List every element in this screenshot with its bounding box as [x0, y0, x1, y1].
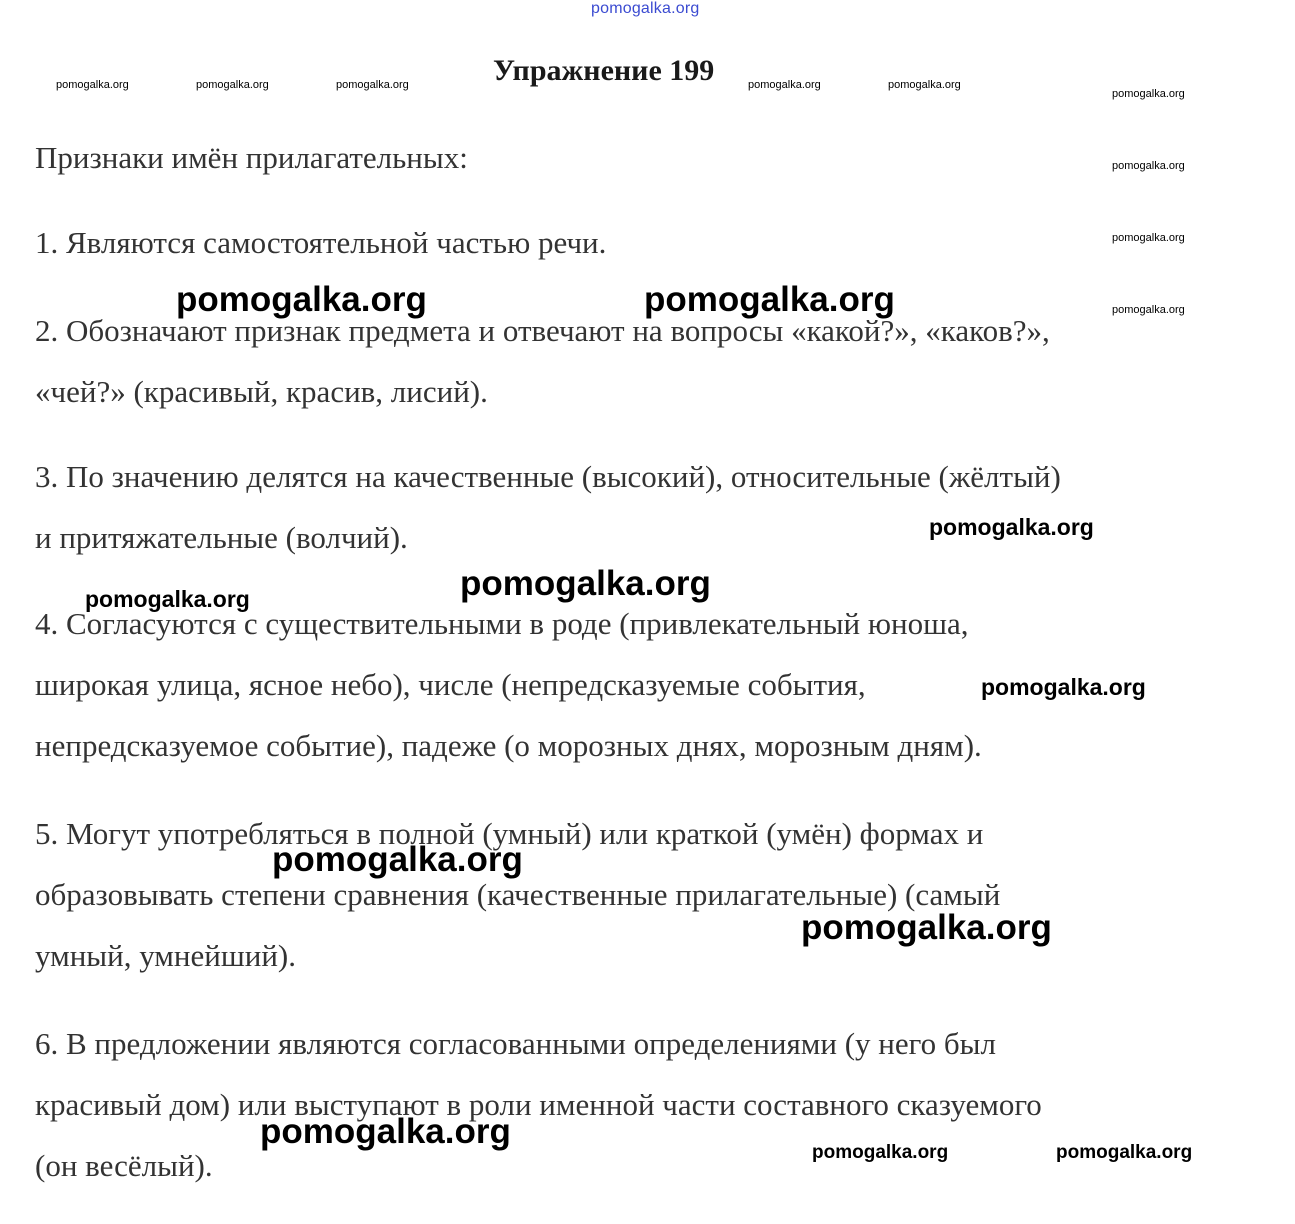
item-5-line-2: образовывать степени сравнения (качественные прилагательные) (самый: [35, 877, 1001, 912]
item-2-line-1: 2. Обозначают признак предмета и отвечают на вопросы «какой?», «каков?»,: [35, 313, 1050, 348]
item-1: [35, 212, 1235, 273]
item-5-line-3: умный, умнейший).: [35, 938, 296, 973]
item-6-line-2: красивый дом) или выступают в роли именной части составного сказуемого: [35, 1087, 1042, 1122]
watermark: pomogalka.org: [336, 79, 409, 91]
watermark: pomogalka.org: [801, 908, 1052, 947]
watermark: pomogalka.org: [748, 79, 821, 91]
watermark: pomogalka.org: [1112, 160, 1185, 172]
watermark: pomogalka.org: [888, 79, 961, 91]
watermark: pomogalka.org: [981, 674, 1146, 700]
item-6-line-1: 6. В предложении являются согласованными определениями (у него был: [35, 1026, 996, 1061]
watermark: pomogalka.org: [1112, 304, 1185, 316]
item-5-line-1: 5. Могут употребляться в полной (умный) или краткой (умён) формах и: [35, 816, 984, 851]
item-4-line-1: 4. Согласуются с существительными в роде (привлекательный юноша,: [35, 606, 969, 641]
watermark: pomogalka.org: [1056, 1142, 1193, 1163]
exercise-title: Упражнение 199: [493, 54, 715, 87]
watermark: pomogalka.org: [460, 564, 711, 603]
item-5: [35, 803, 1235, 986]
watermark: pomogalka.org: [1112, 232, 1185, 244]
watermark: pomogalka.org: [644, 280, 895, 319]
watermark: pomogalka.org: [85, 586, 250, 612]
item-6: [35, 1013, 1235, 1196]
item-4-line-3: непредсказуемое событие), падеже (о морозных днях, морозным дням).: [35, 728, 982, 763]
watermark: pomogalka.org: [56, 79, 129, 91]
intro-text: Признаки имён прилагательных:: [35, 140, 468, 175]
watermark: pomogalka.org: [812, 1142, 949, 1163]
item-6-line-3: (он весёлый).: [35, 1148, 213, 1183]
watermark: pomogalka.org: [272, 840, 523, 879]
watermark: pomogalka.org: [929, 514, 1094, 540]
item-3-line-2: и притяжательные (волчий).: [35, 520, 408, 555]
watermark: pomogalka.org: [196, 79, 269, 91]
site-link[interactable]: pomogalka.org: [591, 0, 700, 17]
item-2-line-2: «чей?» (красивый, красив, лисий).: [35, 374, 488, 409]
item-3: [35, 446, 1235, 568]
watermark: pomogalka.org: [176, 280, 427, 319]
item-1-line-1: 1. Являются самостоятельной частью речи.: [35, 225, 607, 260]
watermark: pomogalka.org: [260, 1112, 511, 1151]
watermark: pomogalka.org: [1112, 88, 1185, 100]
item-4-line-2: широкая улица, ясное небо), числе (непредсказуемые события,: [35, 667, 866, 702]
item-3-line-1: 3. По значению делятся на качественные (высокий), относительные (жёлтый): [35, 459, 1061, 494]
